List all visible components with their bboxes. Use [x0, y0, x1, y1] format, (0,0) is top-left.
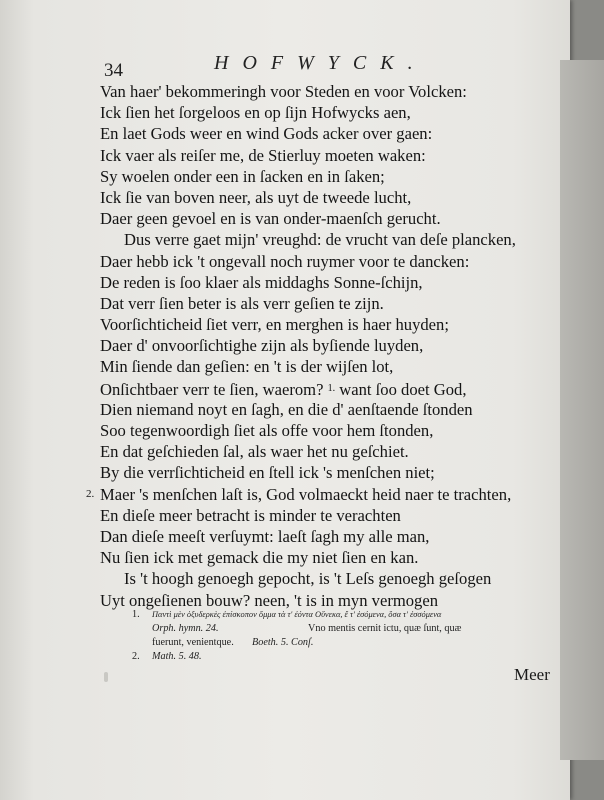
poem-text — [86, 81, 570, 611]
verse-line: Uyt ongeſienen bouw? neen, 't is in myn vermogen — [100, 590, 439, 610]
verse-line: Dien niemand noyt en ſagh, en die d' aenſtaende ſtonden — [100, 399, 473, 419]
footnote-1-latin-continued — [132, 636, 562, 650]
verse-line: De reden is ſoo klaer als middaghs Sonne-ſchijn, — [100, 272, 423, 292]
verse-line: Nu ſien ick met gemack die my niet ſien en kan. — [100, 548, 419, 568]
verse-line-with-margin-note — [86, 484, 570, 505]
verse-line: Daer hebb ick 't ongevall noch ruymer voor te dancken: — [100, 251, 470, 271]
verse-line: En laet Gods weer en wind Gods acker over gaen: — [100, 124, 433, 144]
verse-line: Ick ſien het ſorgeloos en op ſijn Hofwycks aen, — [100, 103, 411, 123]
footnote-latin-continued: fuerunt, venientque. — [152, 637, 234, 648]
verse-text-continued: want ſoo doet God, — [339, 379, 467, 399]
footnote-greek-text: Παντὶ μὲν ὀξυδερκὲς ἐπίσκοπον ὄμμα τὰ τ' ἐόντα Οὕνεκα, ἔ τ' ἐσόμενα, ὅσα τ' ἐσσόμενα — [152, 610, 442, 619]
footnote-number: 1. — [132, 609, 140, 620]
verse-line: Sy woelen onder een in ſacken en in ſaken; — [100, 166, 385, 186]
footnote-reference: 1. — [327, 382, 336, 394]
footnotes — [132, 608, 562, 664]
page-smudge — [104, 672, 108, 682]
verse-line: Dus verre gaet mijn' vreughd: de vrucht van deſe plancken, — [124, 230, 516, 250]
running-head: HOFWYCK. — [214, 52, 427, 74]
footnote-2 — [132, 650, 562, 664]
verse-line: Is 't hoogh genoegh gepocht, is 't Leſs genoegh geſogen — [124, 569, 492, 589]
footnote-1-greek — [132, 608, 562, 622]
verse-line: Ick ſie van boven neer, als uyt de tweede lucht, — [100, 187, 412, 207]
footnote-latin-text: Vno mentis cernit ictu, quæ ſunt, quæ — [308, 623, 462, 634]
verse-line: Dat verr ſien beter is als verr geſien te zijn. — [100, 293, 384, 313]
verse-line: Ick vaer als reiſer me, de Stierluy moeten waken: — [100, 145, 426, 165]
verse-line: En dieſe meer betracht is minder te verachten — [100, 505, 401, 525]
verse-line: Voorſichticheid ſiet verr, en merghen is haer huyden; — [100, 315, 449, 335]
verse-text: Onſichtbaer verr te ſien, waerom? — [100, 379, 324, 399]
verse-line: Dan dieſe meeſt verſuymt: laeſt ſagh my alle man, — [100, 526, 430, 546]
footnote-number: 2. — [132, 651, 140, 662]
verse-text: Maer 's menſchen laſt is, God volmaeckt heid naer te trachten, — [100, 484, 512, 504]
verse-line: Daer d' onvoorſichtighe zijn als byſiende luyden, — [100, 336, 424, 356]
page-header — [104, 50, 554, 84]
facing-page-edge — [560, 60, 604, 760]
verse-line: Min ſiende dan geſien: en 't is der wijſen lot, — [100, 357, 394, 377]
page-number: 34 — [104, 60, 123, 81]
verse-line: By die verrſichticheid en ſtell ick 's menſchen niet; — [100, 463, 435, 483]
footnote-1-sources — [132, 622, 562, 636]
catchword: Meer — [514, 665, 550, 684]
footnote-greek-source: Orph. hymn. 24. — [152, 623, 219, 634]
footnote-latin-source: Boeth. 5. Conſ. — [252, 637, 314, 648]
verse-line: Soo tegenwoordigh ſiet als offe voor hem ſtonden, — [100, 421, 434, 440]
verse-line: En dat geſchieden ſal, als waer het nu geſchiet. — [100, 442, 409, 462]
verse-line-with-footnote — [100, 378, 570, 399]
footnote-text: Math. 5. 48. — [152, 651, 202, 662]
verse-line: Van haer' bekommeringh voor Steden en voor Volcken: — [100, 82, 467, 101]
verse-line: Daer geen gevoel en is van onder-maenſch gerucht. — [100, 209, 441, 229]
margin-note-number: 2. — [86, 487, 95, 500]
